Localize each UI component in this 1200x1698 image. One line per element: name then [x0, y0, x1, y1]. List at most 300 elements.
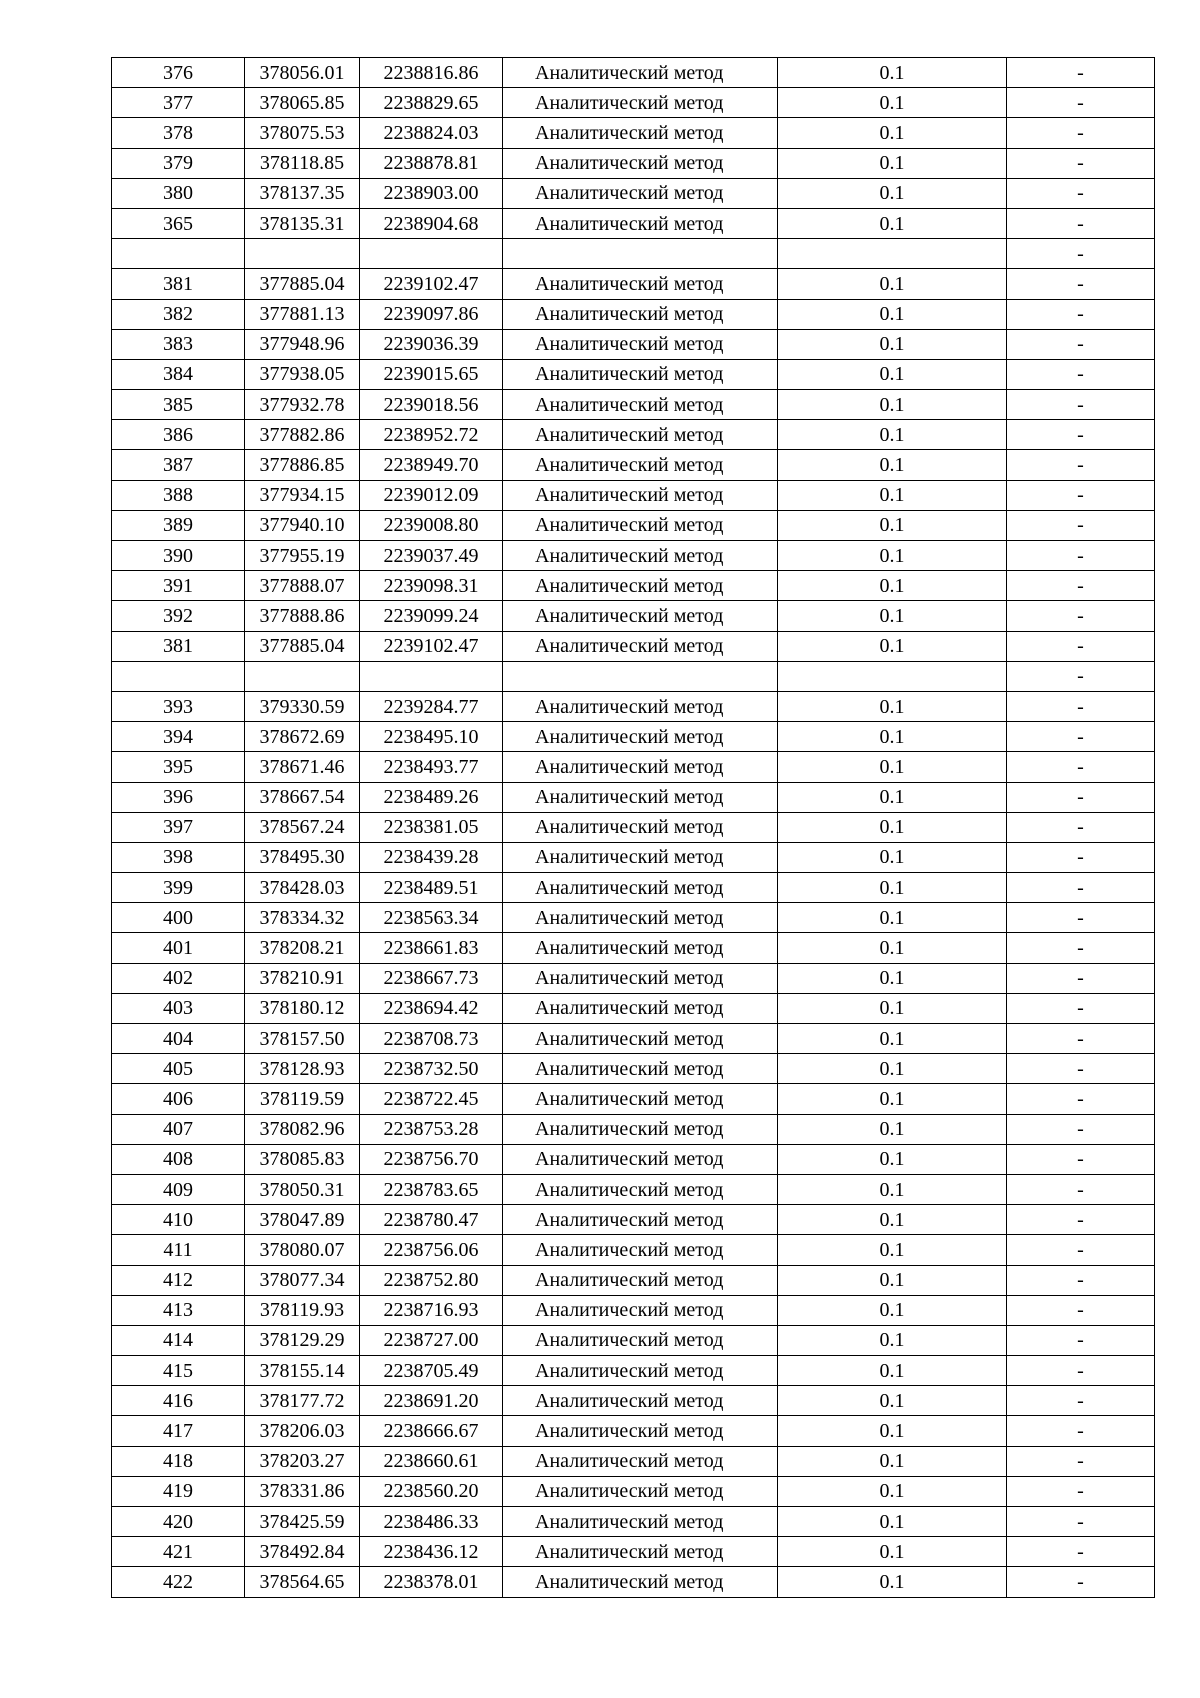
table-row [112, 691, 1155, 721]
y-coordinate-cell: 2239015.65 [360, 359, 503, 389]
method-cell: Аналитический метод [503, 1235, 778, 1265]
y-coordinate-cell: 2239099.24 [360, 601, 503, 631]
point-number-cell: 406 [112, 1084, 245, 1114]
note-cell: - [1007, 148, 1155, 178]
accuracy-cell: 0.1 [778, 601, 1007, 631]
method-cell: Аналитический метод [503, 299, 778, 329]
note-cell: - [1007, 1235, 1155, 1265]
x-coordinate-cell: 378206.03 [245, 1416, 360, 1446]
note-cell: - [1007, 1446, 1155, 1476]
table-row [112, 752, 1155, 782]
method-cell: Аналитический метод [503, 118, 778, 148]
accuracy-cell [778, 661, 1007, 691]
point-number-cell: 388 [112, 480, 245, 510]
method-cell [503, 239, 778, 269]
x-coordinate-cell: 377932.78 [245, 390, 360, 420]
x-coordinate-cell: 377881.13 [245, 299, 360, 329]
table-row [112, 812, 1155, 842]
table-row [112, 722, 1155, 752]
x-coordinate-cell: 378180.12 [245, 993, 360, 1023]
accuracy-cell: 0.1 [778, 299, 1007, 329]
table-row [112, 269, 1155, 299]
y-coordinate-cell: 2238661.83 [360, 933, 503, 963]
accuracy-cell: 0.1 [778, 1144, 1007, 1174]
y-coordinate-cell: 2238495.10 [360, 722, 503, 752]
x-coordinate-cell: 378210.91 [245, 963, 360, 993]
point-number-cell: 387 [112, 450, 245, 480]
y-coordinate-cell: 2239102.47 [360, 269, 503, 299]
note-cell: - [1007, 571, 1155, 601]
method-cell: Аналитический метод [503, 329, 778, 359]
x-coordinate-cell: 378157.50 [245, 1024, 360, 1054]
y-coordinate-cell [360, 239, 503, 269]
method-cell: Аналитический метод [503, 178, 778, 208]
table-row [112, 208, 1155, 238]
y-coordinate-cell: 2238732.50 [360, 1054, 503, 1084]
point-number-cell: 394 [112, 722, 245, 752]
y-coordinate-cell: 2238666.67 [360, 1416, 503, 1446]
table-row [112, 148, 1155, 178]
point-number-cell: 408 [112, 1144, 245, 1174]
method-cell: Аналитический метод [503, 903, 778, 933]
accuracy-cell: 0.1 [778, 1567, 1007, 1597]
note-cell: - [1007, 269, 1155, 299]
point-number-cell: 420 [112, 1507, 245, 1537]
x-coordinate-cell [245, 661, 360, 691]
method-cell: Аналитический метод [503, 1416, 778, 1446]
y-coordinate-cell: 2239008.80 [360, 510, 503, 540]
point-number-cell: 377 [112, 88, 245, 118]
accuracy-cell: 0.1 [778, 359, 1007, 389]
accuracy-cell: 0.1 [778, 1416, 1007, 1446]
table-row [112, 933, 1155, 963]
table-row [112, 842, 1155, 872]
y-coordinate-cell: 2238904.68 [360, 208, 503, 238]
x-coordinate-cell: 378135.31 [245, 208, 360, 238]
table-row [112, 239, 1155, 269]
method-cell: Аналитический метод [503, 1446, 778, 1476]
note-cell: - [1007, 359, 1155, 389]
accuracy-cell: 0.1 [778, 933, 1007, 963]
table-row [112, 1144, 1155, 1174]
x-coordinate-cell: 377885.04 [245, 269, 360, 299]
note-cell: - [1007, 1507, 1155, 1537]
x-coordinate-cell: 377888.07 [245, 571, 360, 601]
y-coordinate-cell: 2238381.05 [360, 812, 503, 842]
note-cell: - [1007, 1476, 1155, 1506]
accuracy-cell: 0.1 [778, 510, 1007, 540]
x-coordinate-cell: 378056.01 [245, 58, 360, 88]
table-row [112, 571, 1155, 601]
point-number-cell: 407 [112, 1114, 245, 1144]
x-coordinate-cell: 378129.29 [245, 1325, 360, 1355]
x-coordinate-cell: 378085.83 [245, 1144, 360, 1174]
note-cell: - [1007, 1325, 1155, 1355]
accuracy-cell: 0.1 [778, 1054, 1007, 1084]
table-row [112, 1114, 1155, 1144]
table-row [112, 1567, 1155, 1597]
accuracy-cell: 0.1 [778, 571, 1007, 601]
accuracy-cell: 0.1 [778, 1174, 1007, 1204]
y-coordinate-cell: 2238783.65 [360, 1174, 503, 1204]
x-coordinate-cell: 378331.86 [245, 1476, 360, 1506]
table-row [112, 601, 1155, 631]
y-coordinate-cell: 2238727.00 [360, 1325, 503, 1355]
y-coordinate-cell: 2238952.72 [360, 420, 503, 450]
note-cell: - [1007, 450, 1155, 480]
method-cell: Аналитический метод [503, 269, 778, 299]
y-coordinate-cell [360, 661, 503, 691]
accuracy-cell: 0.1 [778, 1507, 1007, 1537]
note-cell: - [1007, 1114, 1155, 1144]
y-coordinate-cell: 2238722.45 [360, 1084, 503, 1114]
method-cell: Аналитический метод [503, 571, 778, 601]
point-number-cell: 384 [112, 359, 245, 389]
method-cell: Аналитический метод [503, 420, 778, 450]
table-row [112, 1325, 1155, 1355]
accuracy-cell: 0.1 [778, 1537, 1007, 1567]
accuracy-cell: 0.1 [778, 1084, 1007, 1114]
note-cell: - [1007, 1386, 1155, 1416]
accuracy-cell: 0.1 [778, 631, 1007, 661]
method-cell: Аналитический метод [503, 1325, 778, 1355]
table-row [112, 1054, 1155, 1084]
point-number-cell: 402 [112, 963, 245, 993]
y-coordinate-cell: 2238493.77 [360, 752, 503, 782]
method-cell: Аналитический метод [503, 510, 778, 540]
accuracy-cell: 0.1 [778, 58, 1007, 88]
accuracy-cell: 0.1 [778, 1235, 1007, 1265]
x-coordinate-cell: 377888.86 [245, 601, 360, 631]
note-cell: - [1007, 208, 1155, 238]
y-coordinate-cell: 2238489.51 [360, 873, 503, 903]
method-cell [503, 661, 778, 691]
accuracy-cell: 0.1 [778, 1446, 1007, 1476]
accuracy-cell: 0.1 [778, 178, 1007, 208]
table-row [112, 1446, 1155, 1476]
accuracy-cell: 0.1 [778, 269, 1007, 299]
x-coordinate-cell: 378425.59 [245, 1507, 360, 1537]
method-cell: Аналитический метод [503, 1386, 778, 1416]
y-coordinate-cell: 2238903.00 [360, 178, 503, 208]
point-number-cell: 413 [112, 1295, 245, 1325]
table-row [112, 420, 1155, 450]
x-coordinate-cell: 378119.59 [245, 1084, 360, 1114]
method-cell: Аналитический метод [503, 208, 778, 238]
table-row [112, 661, 1155, 691]
x-coordinate-cell: 377886.85 [245, 450, 360, 480]
method-cell: Аналитический метод [503, 480, 778, 510]
note-cell: - [1007, 812, 1155, 842]
point-number-cell: 393 [112, 691, 245, 721]
x-coordinate-cell: 378334.32 [245, 903, 360, 933]
point-number-cell: 404 [112, 1024, 245, 1054]
x-coordinate-cell: 378495.30 [245, 842, 360, 872]
method-cell: Аналитический метод [503, 1567, 778, 1597]
note-cell: - [1007, 510, 1155, 540]
note-cell: - [1007, 993, 1155, 1023]
point-number-cell: 397 [112, 812, 245, 842]
method-cell: Аналитический метод [503, 631, 778, 661]
point-number-cell: 403 [112, 993, 245, 1023]
method-cell: Аналитический метод [503, 1295, 778, 1325]
note-cell: - [1007, 601, 1155, 631]
y-coordinate-cell: 2238716.93 [360, 1295, 503, 1325]
note-cell: - [1007, 903, 1155, 933]
y-coordinate-cell: 2238824.03 [360, 118, 503, 148]
accuracy-cell: 0.1 [778, 782, 1007, 812]
point-number-cell: 380 [112, 178, 245, 208]
table-row [112, 1174, 1155, 1204]
y-coordinate-cell: 2238560.20 [360, 1476, 503, 1506]
x-coordinate-cell: 378177.72 [245, 1386, 360, 1416]
accuracy-cell [778, 239, 1007, 269]
accuracy-cell: 0.1 [778, 1476, 1007, 1506]
note-cell: - [1007, 88, 1155, 118]
x-coordinate-cell: 378203.27 [245, 1446, 360, 1476]
table-row [112, 450, 1155, 480]
point-number-cell: 378 [112, 118, 245, 148]
note-cell: - [1007, 1567, 1155, 1597]
method-cell: Аналитический метод [503, 1054, 778, 1084]
method-cell: Аналитический метод [503, 691, 778, 721]
note-cell: - [1007, 842, 1155, 872]
point-number-cell: 401 [112, 933, 245, 963]
x-coordinate-cell: 378567.24 [245, 812, 360, 842]
x-coordinate-cell: 377940.10 [245, 510, 360, 540]
table-row [112, 510, 1155, 540]
note-cell: - [1007, 631, 1155, 661]
point-number-cell: 389 [112, 510, 245, 540]
table-row [112, 178, 1155, 208]
table-row [112, 1084, 1155, 1114]
x-coordinate-cell: 378118.85 [245, 148, 360, 178]
point-number-cell: 398 [112, 842, 245, 872]
accuracy-cell: 0.1 [778, 208, 1007, 238]
note-cell: - [1007, 661, 1155, 691]
note-cell: - [1007, 1205, 1155, 1235]
y-coordinate-cell: 2239284.77 [360, 691, 503, 721]
table-row [112, 1265, 1155, 1295]
method-cell: Аналитический метод [503, 1205, 778, 1235]
point-number-cell: 391 [112, 571, 245, 601]
accuracy-cell: 0.1 [778, 842, 1007, 872]
point-number-cell: 419 [112, 1476, 245, 1506]
method-cell: Аналитический метод [503, 148, 778, 178]
point-number-cell: 416 [112, 1386, 245, 1416]
x-coordinate-cell: 378065.85 [245, 88, 360, 118]
method-cell: Аналитический метод [503, 1265, 778, 1295]
method-cell: Аналитический метод [503, 601, 778, 631]
x-coordinate-cell: 378137.35 [245, 178, 360, 208]
x-coordinate-cell: 378671.46 [245, 752, 360, 782]
accuracy-cell: 0.1 [778, 963, 1007, 993]
x-coordinate-cell: 377955.19 [245, 541, 360, 571]
method-cell: Аналитический метод [503, 1114, 778, 1144]
point-number-cell: 421 [112, 1537, 245, 1567]
point-number-cell: 422 [112, 1567, 245, 1597]
note-cell: - [1007, 58, 1155, 88]
point-number-cell [112, 239, 245, 269]
y-coordinate-cell: 2238439.28 [360, 842, 503, 872]
point-number-cell: 390 [112, 541, 245, 571]
y-coordinate-cell: 2238694.42 [360, 993, 503, 1023]
y-coordinate-cell: 2238829.65 [360, 88, 503, 118]
accuracy-cell: 0.1 [778, 903, 1007, 933]
accuracy-cell: 0.1 [778, 1265, 1007, 1295]
y-coordinate-cell: 2238756.70 [360, 1144, 503, 1174]
point-number-cell: 399 [112, 873, 245, 903]
point-number-cell: 379 [112, 148, 245, 178]
x-coordinate-cell: 378428.03 [245, 873, 360, 903]
accuracy-cell: 0.1 [778, 1325, 1007, 1355]
table-row [112, 58, 1155, 88]
accuracy-cell: 0.1 [778, 329, 1007, 359]
note-cell: - [1007, 1265, 1155, 1295]
table-row [112, 1235, 1155, 1265]
point-number-cell [112, 661, 245, 691]
note-cell: - [1007, 390, 1155, 420]
table-row [112, 88, 1155, 118]
point-number-cell: 415 [112, 1356, 245, 1386]
point-number-cell: 383 [112, 329, 245, 359]
table-row [112, 1024, 1155, 1054]
x-coordinate-cell: 378155.14 [245, 1356, 360, 1386]
x-coordinate-cell: 378564.65 [245, 1567, 360, 1597]
y-coordinate-cell: 2238756.06 [360, 1235, 503, 1265]
y-coordinate-cell: 2238708.73 [360, 1024, 503, 1054]
y-coordinate-cell: 2238667.73 [360, 963, 503, 993]
note-cell: - [1007, 1537, 1155, 1567]
note-cell: - [1007, 1054, 1155, 1084]
note-cell: - [1007, 691, 1155, 721]
table-row [112, 390, 1155, 420]
note-cell: - [1007, 1356, 1155, 1386]
accuracy-cell: 0.1 [778, 390, 1007, 420]
y-coordinate-cell: 2238563.34 [360, 903, 503, 933]
accuracy-cell: 0.1 [778, 1024, 1007, 1054]
accuracy-cell: 0.1 [778, 1386, 1007, 1416]
note-cell: - [1007, 480, 1155, 510]
y-coordinate-cell: 2238949.70 [360, 450, 503, 480]
y-coordinate-cell: 2238486.33 [360, 1507, 503, 1537]
x-coordinate-cell: 379330.59 [245, 691, 360, 721]
point-number-cell: 411 [112, 1235, 245, 1265]
x-coordinate-cell: 377938.05 [245, 359, 360, 389]
note-cell: - [1007, 178, 1155, 208]
x-coordinate-cell: 378667.54 [245, 782, 360, 812]
point-number-cell: 385 [112, 390, 245, 420]
point-number-cell: 410 [112, 1205, 245, 1235]
method-cell: Аналитический метод [503, 933, 778, 963]
coordinates-table-body [112, 58, 1155, 1598]
method-cell: Аналитический метод [503, 1024, 778, 1054]
table-row [112, 782, 1155, 812]
accuracy-cell: 0.1 [778, 1205, 1007, 1235]
method-cell: Аналитический метод [503, 1537, 778, 1567]
note-cell: - [1007, 1295, 1155, 1325]
x-coordinate-cell: 378050.31 [245, 1174, 360, 1204]
table-row [112, 993, 1155, 1023]
x-coordinate-cell: 378672.69 [245, 722, 360, 752]
table-row [112, 299, 1155, 329]
y-coordinate-cell: 2239102.47 [360, 631, 503, 661]
point-number-cell: 395 [112, 752, 245, 782]
y-coordinate-cell: 2239036.39 [360, 329, 503, 359]
point-number-cell: 376 [112, 58, 245, 88]
note-cell: - [1007, 752, 1155, 782]
method-cell: Аналитический метод [503, 390, 778, 420]
x-coordinate-cell: 378492.84 [245, 1537, 360, 1567]
method-cell: Аналитический метод [503, 1174, 778, 1204]
accuracy-cell: 0.1 [778, 752, 1007, 782]
accuracy-cell: 0.1 [778, 541, 1007, 571]
accuracy-cell: 0.1 [778, 1356, 1007, 1386]
table-row [112, 1295, 1155, 1325]
method-cell: Аналитический метод [503, 1084, 778, 1114]
table-row [112, 541, 1155, 571]
table-row [112, 873, 1155, 903]
y-coordinate-cell: 2239097.86 [360, 299, 503, 329]
note-cell: - [1007, 782, 1155, 812]
method-cell: Аналитический метод [503, 782, 778, 812]
note-cell: - [1007, 329, 1155, 359]
point-number-cell: 405 [112, 1054, 245, 1084]
point-number-cell: 396 [112, 782, 245, 812]
point-number-cell: 400 [112, 903, 245, 933]
x-coordinate-cell: 378082.96 [245, 1114, 360, 1144]
method-cell: Аналитический метод [503, 58, 778, 88]
method-cell: Аналитический метод [503, 752, 778, 782]
accuracy-cell: 0.1 [778, 1114, 1007, 1144]
table-row [112, 963, 1155, 993]
note-cell: - [1007, 873, 1155, 903]
accuracy-cell: 0.1 [778, 722, 1007, 752]
table-row [112, 1386, 1155, 1416]
point-number-cell: 409 [112, 1174, 245, 1204]
y-coordinate-cell: 2238752.80 [360, 1265, 503, 1295]
point-number-cell: 365 [112, 208, 245, 238]
note-cell: - [1007, 722, 1155, 752]
point-number-cell: 386 [112, 420, 245, 450]
method-cell: Аналитический метод [503, 842, 778, 872]
note-cell: - [1007, 299, 1155, 329]
accuracy-cell: 0.1 [778, 88, 1007, 118]
note-cell: - [1007, 1084, 1155, 1114]
x-coordinate-cell: 377885.04 [245, 631, 360, 661]
x-coordinate-cell: 378208.21 [245, 933, 360, 963]
note-cell: - [1007, 541, 1155, 571]
x-coordinate-cell: 378128.93 [245, 1054, 360, 1084]
note-cell: - [1007, 118, 1155, 148]
accuracy-cell: 0.1 [778, 812, 1007, 842]
table-row [112, 118, 1155, 148]
y-coordinate-cell: 2238691.20 [360, 1386, 503, 1416]
method-cell: Аналитический метод [503, 722, 778, 752]
note-cell: - [1007, 1416, 1155, 1446]
point-number-cell: 418 [112, 1446, 245, 1476]
note-cell: - [1007, 420, 1155, 450]
x-coordinate-cell: 378047.89 [245, 1205, 360, 1235]
point-number-cell: 382 [112, 299, 245, 329]
x-coordinate-cell: 378080.07 [245, 1235, 360, 1265]
note-cell: - [1007, 239, 1155, 269]
accuracy-cell: 0.1 [778, 993, 1007, 1023]
accuracy-cell: 0.1 [778, 691, 1007, 721]
method-cell: Аналитический метод [503, 88, 778, 118]
table-row [112, 631, 1155, 661]
point-number-cell: 417 [112, 1416, 245, 1446]
